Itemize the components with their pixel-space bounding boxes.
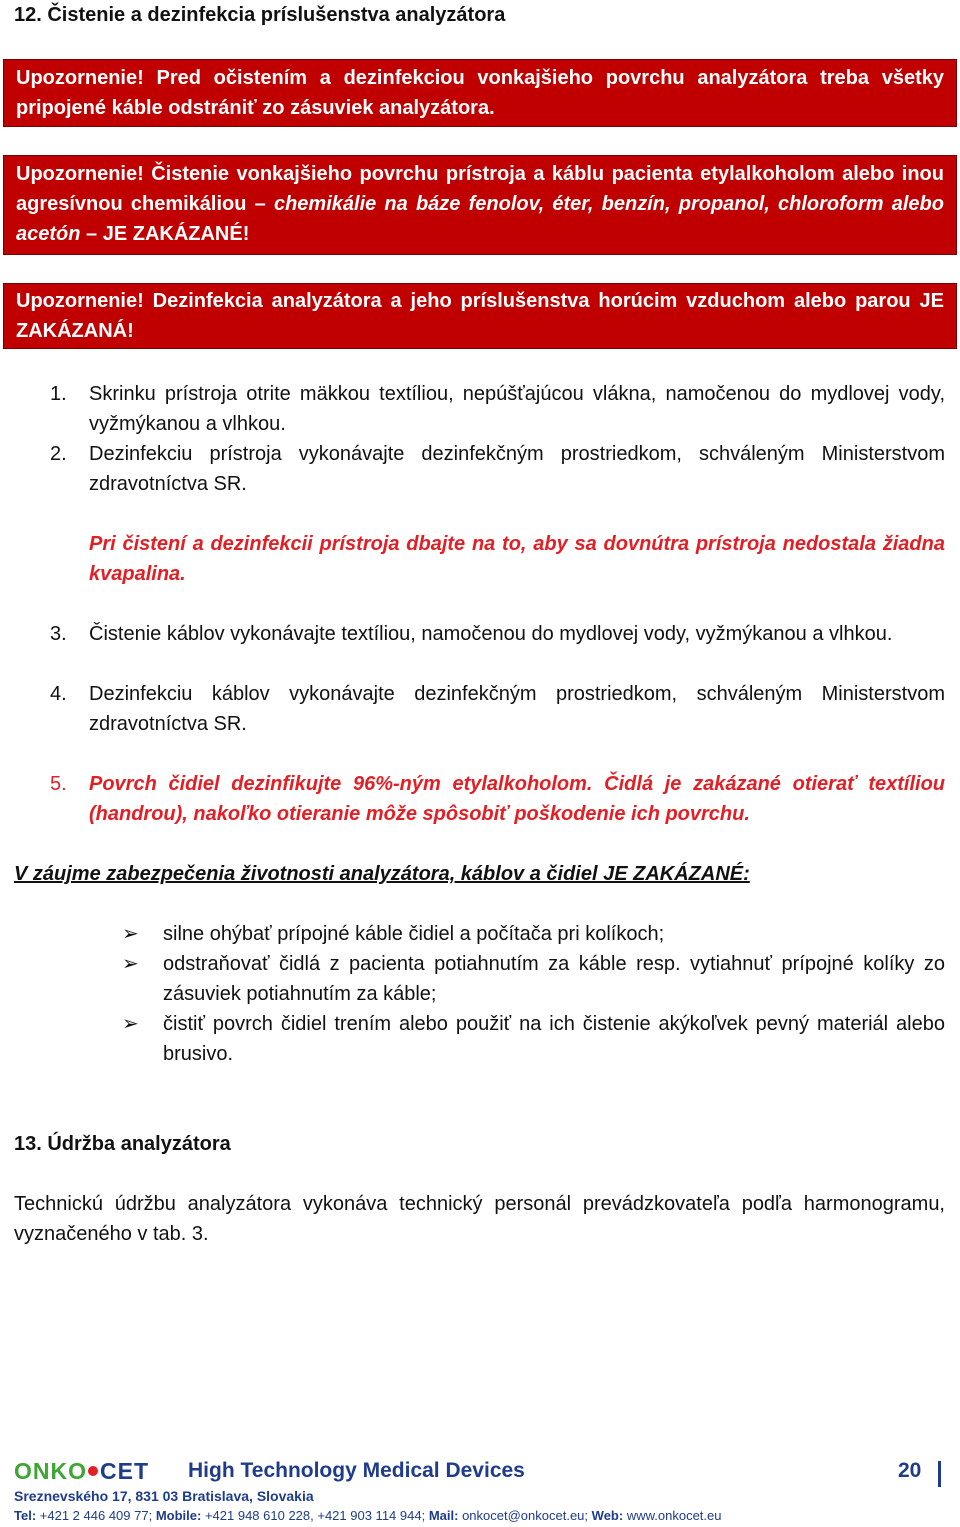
step-text: Dezinfekciu prístroja vykonávajte dezinfekčným prostriedkom, schváleným Ministerstvom zdravotníctva SR.	[89, 443, 945, 495]
warning-label: Upozornenie!	[16, 290, 144, 312]
warning-label: Upozornenie!	[16, 67, 144, 89]
step-text: Čistenie káblov vykonávajte textíliou, namočenou do mydlovej vody, vyžmýkanou a vlhkou.	[89, 623, 893, 645]
warning-label: Upozornenie!	[16, 163, 144, 185]
logo-cet: CET	[100, 1458, 149, 1484]
onkocet-logo-graphic	[14, 1458, 156, 1484]
step-number: 2.	[50, 443, 67, 465]
mobile-label: Mobile:	[155, 1508, 202, 1523]
step-text: Povrch čidiel dezinfikujte 96%-ným etylalkoholom. Čidlá je zakázané otierať textíliou (handrou), nakoľko otieranie môže spôsobiť poškodenie ich povrchu.	[89, 773, 945, 825]
page-number: 20	[898, 1459, 922, 1482]
arrow-bullet-icon: ➢	[122, 1013, 139, 1035]
mail-label: Mail:	[428, 1508, 459, 1523]
web-link[interactable]: www.onkocet.eu	[626, 1508, 722, 1523]
warning-text: Dezinfekcia analyzátora a jeho príslušenstva horúcim vzduchom alebo parou JE ZAKÁZANÁ!	[16, 290, 944, 342]
warning-chemicals-list: chemikálie na báze fenolov, éter, benzín, propanol, chloroform alebo acetón	[16, 193, 944, 245]
step-number: 1.	[50, 383, 67, 405]
step-number: 3.	[50, 623, 67, 645]
step-number: 4.	[50, 683, 67, 705]
arrow-bullet-icon: ➢	[122, 953, 139, 975]
warning-box-chemicals	[3, 155, 957, 255]
footer-address: Sreznevského 17, 831 03 Bratislava, Slovakia	[14, 1488, 314, 1504]
onkocet-logo	[14, 1458, 156, 1484]
tel-label: Tel:	[14, 1508, 37, 1523]
prohibited-item: silne ohýbať prípojné káble čidiel a počítača pri kolíkoch;	[163, 923, 665, 945]
warning-box-cables	[3, 59, 957, 127]
section-13-body: Technickú údržbu analyzátora vykonáva technický personál prevádzkovateľa podľa harmonogramu, vyznačeného v tab. 3.	[14, 1193, 945, 1245]
footer-tagline: High Technology Medical Devices	[188, 1459, 525, 1482]
section-12-title: 12. Čistenie a dezinfekcia príslušenstva analyzátora	[14, 4, 506, 26]
tel-number: +421 2 446 409 77	[39, 1508, 149, 1523]
web-label: Web:	[591, 1508, 624, 1523]
prohibited-item: čistiť povrch čidiel trením alebo použiť na ich čistenie akýkoľvek pevný materiál alebo brusivo.	[163, 1013, 945, 1065]
warning-text: Čistenie vonkajšieho povrchu prístroja a káblu pacienta etylalkoholom alebo inou agresívnou chemikáliou –	[16, 163, 944, 215]
step-number: 5.	[50, 773, 67, 795]
logo-onko: ONKO	[14, 1458, 87, 1484]
liquid-warning-note: Pri čistení a dezinfekcii prístroja dbajte na to, aby sa dovnútra prístroja nedostala žiadna kvapalina.	[89, 533, 945, 585]
section-13-title: 13. Údržba analyzátora	[14, 1133, 231, 1155]
warning-text: Pred očistením a dezinfekciou vonkajšieho povrchu analyzátora treba všetky pripojené káble odstrániť zo zásuviek analyzátora.	[16, 67, 944, 119]
step-text: Dezinfekciu káblov vykonávajte dezinfekčným prostriedkom, schváleným Ministerstvom zdravotníctva SR.	[89, 683, 945, 735]
step-text: Skrinku prístroja otrite mäkkou textíliou, nepúšťajúcou vlákna, namočenou do mydlovej vody, vyžmýkanou a vlhkou.	[89, 383, 945, 435]
page-number-divider	[938, 1461, 941, 1487]
warning-text-end: – JE ZAKÁZANÉ!	[80, 223, 250, 245]
footer-contacts: Tel: +421 2 446 409 77; Mobile: +421 948 610 228, +421 903 114 944; Mail: onkocet@onkocet.eu; Web: www.onkocet.eu	[14, 1508, 722, 1523]
prohibited-item: odstraňovať čidlá z pacienta potiahnutím za káble resp. vytiahnuť prípojné kolíky zo zásuviek potiahnutím za káble;	[163, 953, 945, 1005]
mail-link[interactable]: onkocet@onkocet.eu	[462, 1508, 585, 1523]
arrow-bullet-icon: ➢	[122, 923, 139, 945]
warning-box-hot-air	[3, 283, 957, 349]
mobile-number: +421 948 610 228, +421 903 114 944	[204, 1508, 422, 1523]
prohibited-heading: V záujme zabezpečenia životnosti analyzátora, káblov a čidiel JE ZAKÁZANÉ:	[14, 863, 750, 885]
